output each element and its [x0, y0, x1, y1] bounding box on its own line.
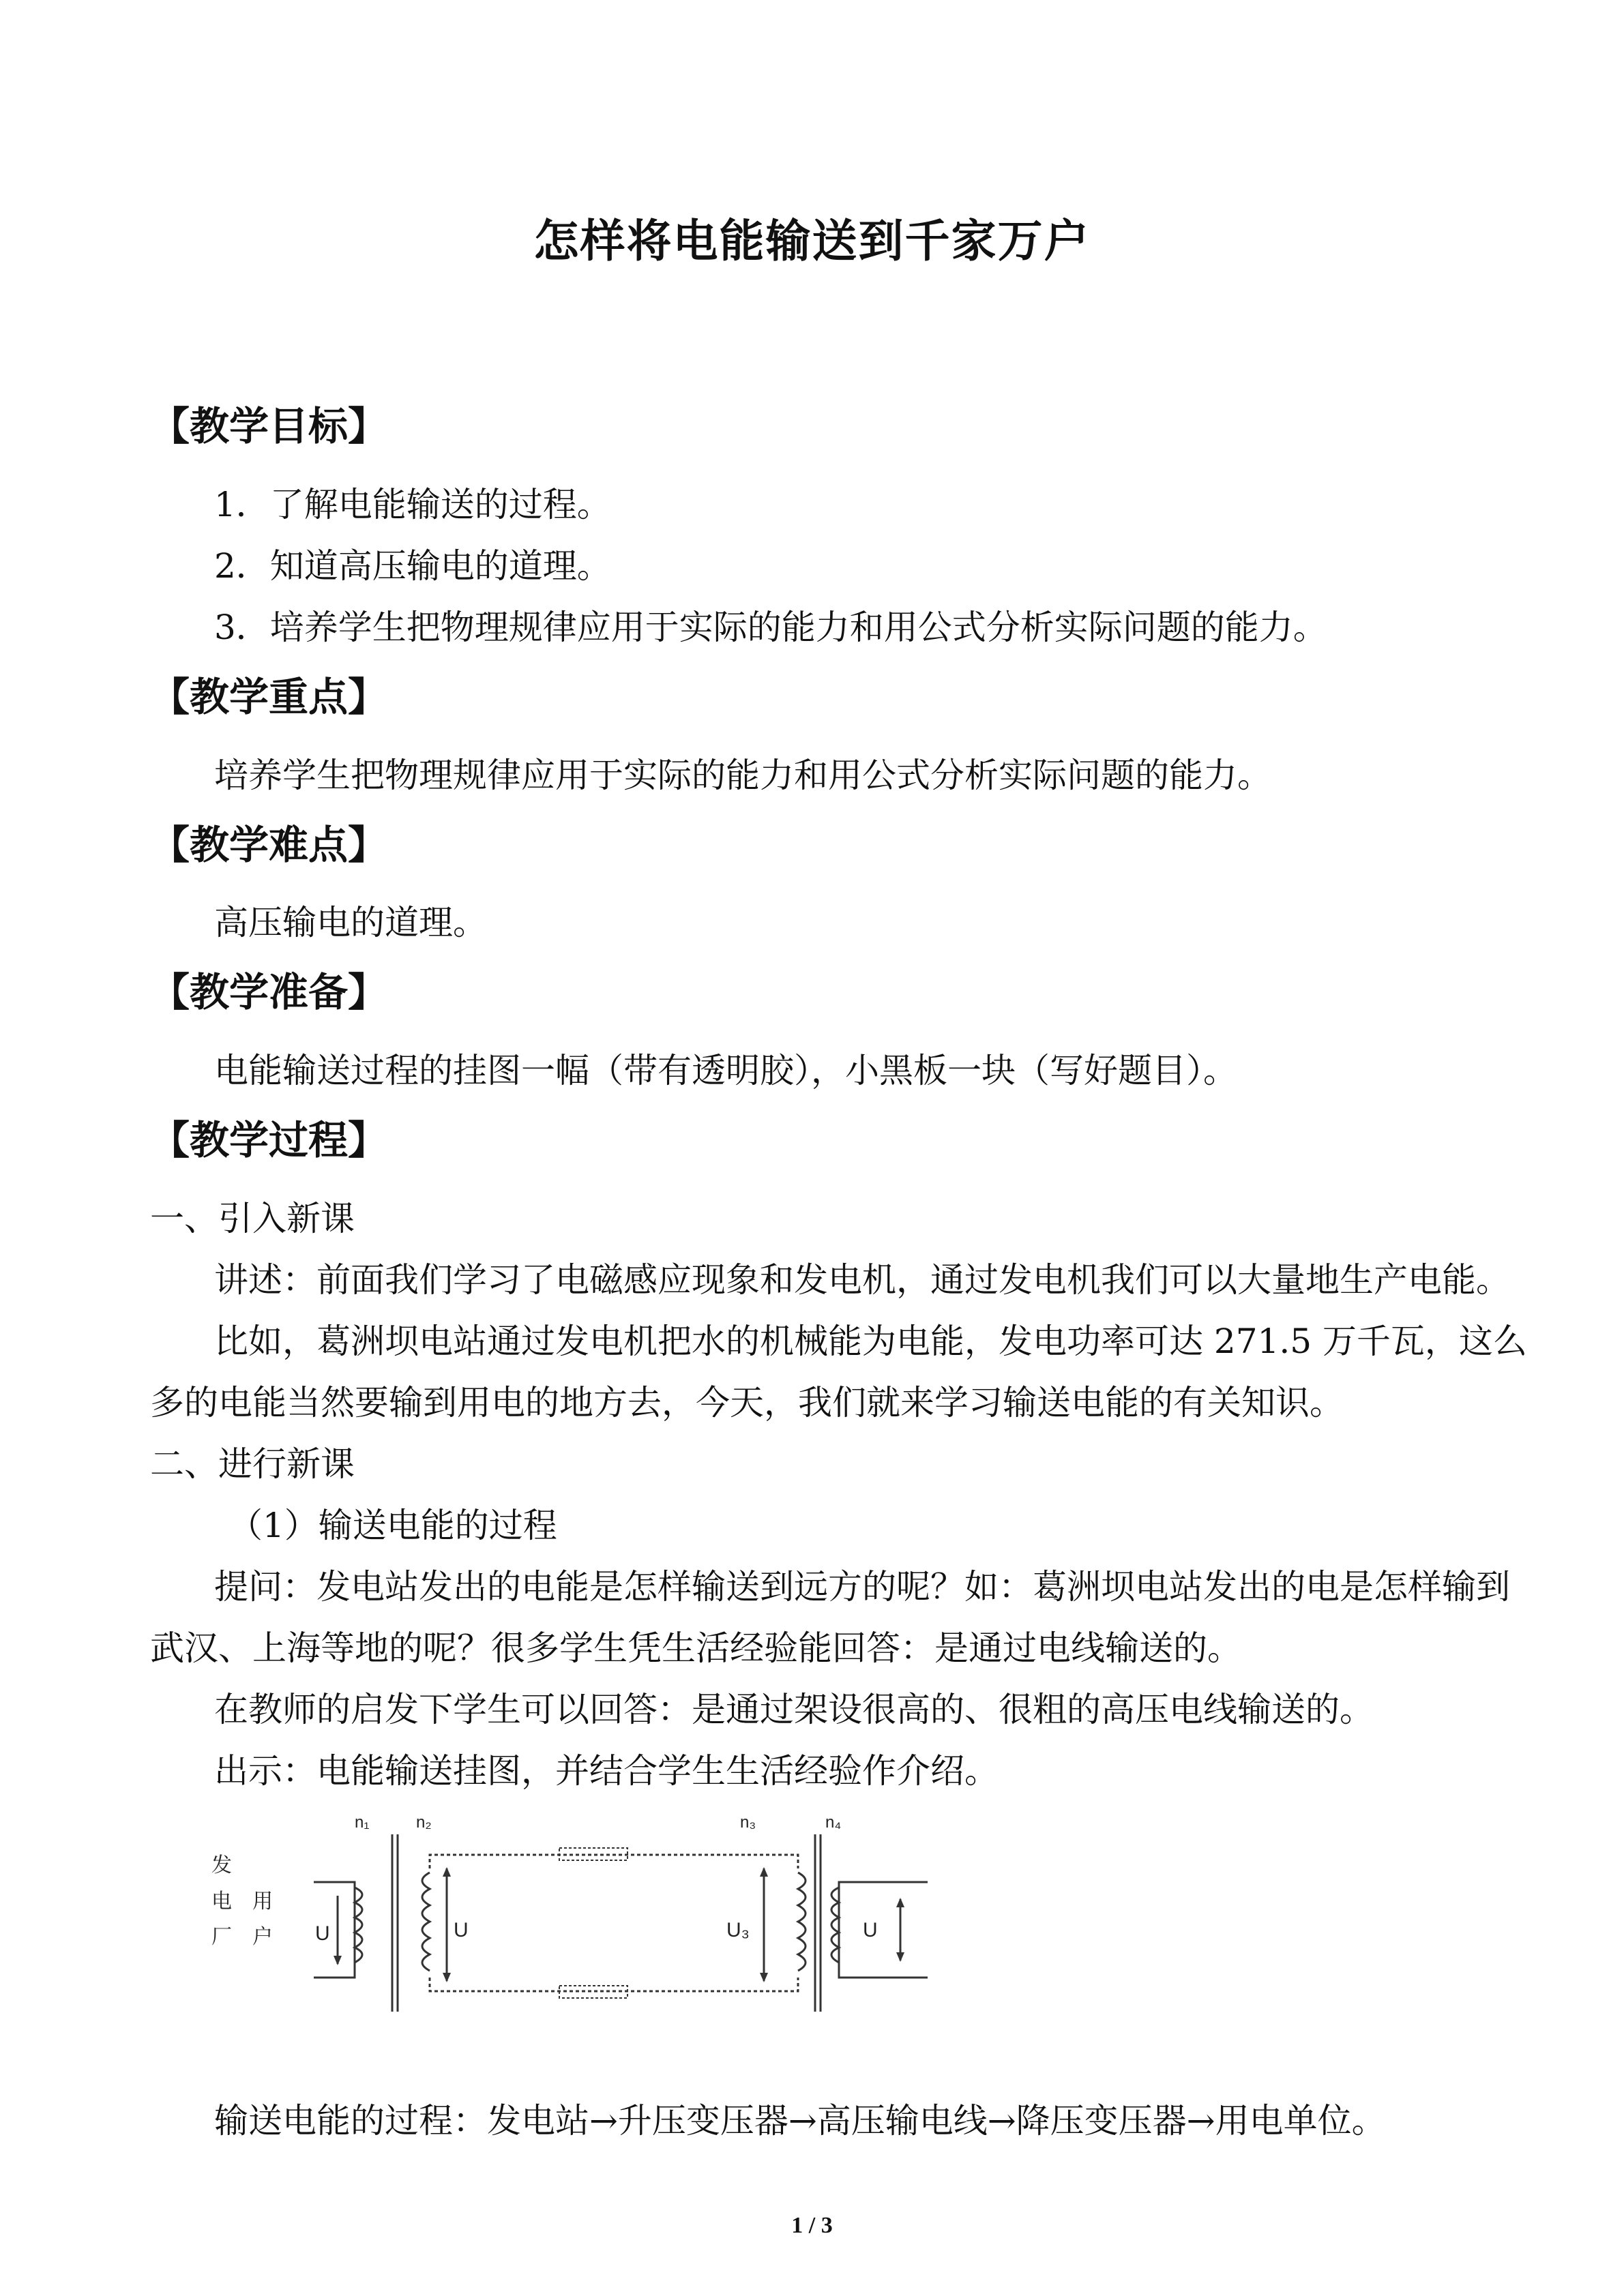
- difficulties-text: 高压输电的道理。: [214, 903, 487, 942]
- section-new-lesson: 二、进行新课: [150, 1444, 355, 1484]
- objective-item-3: 3．培养学生把物理规律应用于实际的能力和用公式分析实际问题的能力。: [214, 608, 1327, 647]
- paragraph-answer: 在教师的启发下学生可以回答：是通过架设很高的、很粗的高压电线输送的。: [214, 1690, 1374, 1729]
- label-dian: 电: [211, 1890, 232, 1913]
- objectives-heading: 【教学目标】: [150, 403, 388, 449]
- label-fa: 发: [211, 1854, 232, 1877]
- paragraph-example-line1: 比如，葛洲坝电站通过发电机把水的机械能为电能，发电功率可达 271.5 万千瓦，这么: [214, 1322, 1527, 1361]
- objective-item-2: 2．知道高压输电的道理。: [214, 546, 611, 586]
- coil-n1: [355, 1888, 362, 1963]
- difficulties-heading: 【教学难点】: [150, 822, 388, 868]
- label-u4: U: [863, 1919, 878, 1941]
- paragraph-question-line1: 提问：发电站发出的电能是怎样输送到远方的呢？如：葛洲坝电站发出的电是怎样输到: [214, 1567, 1510, 1607]
- paragraph-lecture: 讲述：前面我们学习了电磁感应现象和发电机，通过发电机我们可以大量地生产电能。: [214, 1260, 1510, 1300]
- label-yong: 用: [252, 1890, 273, 1913]
- user-wire: [839, 1882, 928, 1978]
- paragraph-example-line2: 多的电能当然要输到用电的地方去，今天，我们就来学习输送电能的有关知识。: [150, 1383, 1344, 1422]
- paragraph-show: 出示：电能输送挂图，并结合学生生活经验作介绍。: [214, 1751, 999, 1791]
- line-bottom: [430, 1978, 798, 1991]
- label-u1: U: [315, 1922, 330, 1945]
- section-intro: 一、引入新课: [150, 1199, 355, 1238]
- process-heading: 【教学过程】: [150, 1117, 388, 1163]
- coil-n4: [831, 1888, 839, 1963]
- label-n1: n₁: [355, 1813, 370, 1832]
- label-n4: n₄: [825, 1813, 842, 1832]
- line-top: [430, 1855, 798, 1868]
- label-hu: 户: [252, 1926, 273, 1948]
- label-chang: 厂: [211, 1926, 232, 1948]
- subsection-transmission: （1）输送电能的过程: [228, 1506, 557, 1545]
- paragraph-process-chain: 输送电能的过程：发电站→升压变压器→高压输电线→降压变压器→用电单位。: [214, 2101, 1386, 2141]
- key-points-text: 培养学生把物理规律应用于实际的能力和用公式分析实际问题的能力。: [214, 756, 1271, 795]
- label-n2: n₂: [416, 1813, 432, 1832]
- transmission-diagram: [198, 1807, 955, 2012]
- label-n3: n₃: [740, 1813, 756, 1832]
- objective-item-1: 1．了解电能输送的过程。: [214, 485, 611, 524]
- key-points-heading: 【教学重点】: [150, 674, 388, 720]
- paragraph-question-line2: 武汉、上海等地的呢？很多学生凭生活经验能回答：是通过电线输送的。: [150, 1628, 1241, 1668]
- coil-n2: [422, 1873, 430, 1971]
- preparation-text: 电能输送过程的挂图一幅（带有透明胶），小黑板一块（写好题目）。: [214, 1051, 1237, 1090]
- label-u2: U: [454, 1919, 469, 1941]
- preparation-heading: 【教学准备】: [150, 969, 388, 1015]
- coil-n3: [798, 1873, 806, 1971]
- page-title: 怎样将电能输送到千家万户: [533, 214, 1091, 267]
- page-number: 1 / 3: [791, 2213, 833, 2238]
- label-u3: U₃: [726, 1919, 750, 1941]
